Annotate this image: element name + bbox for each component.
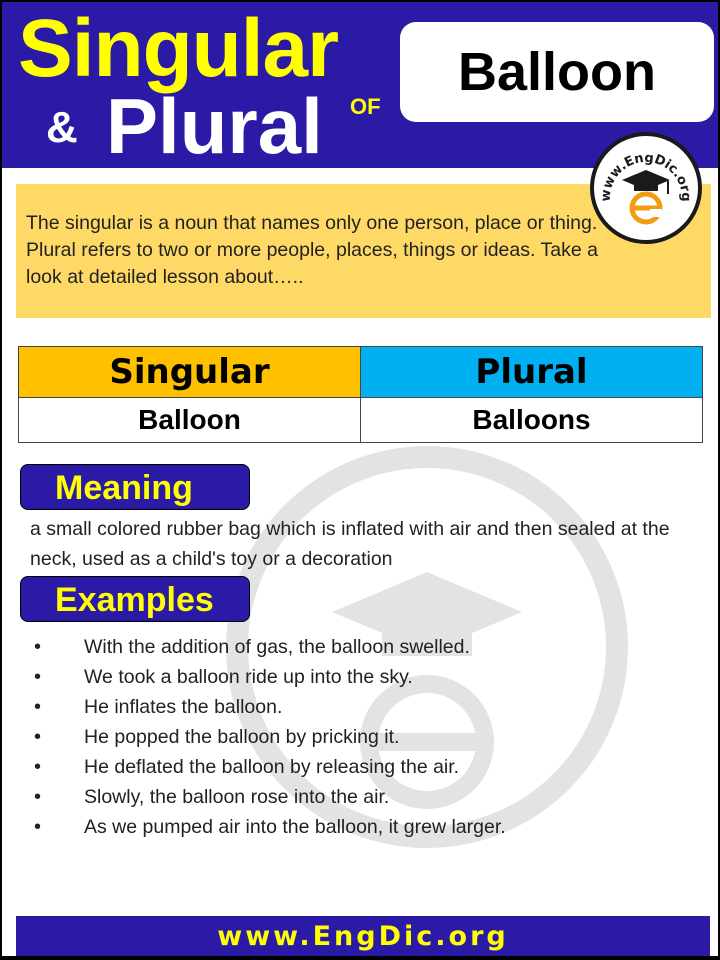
meaning-label: Meaning <box>20 464 250 510</box>
example-item <box>28 812 708 842</box>
example-item <box>28 662 708 692</box>
title-plural: Plural <box>106 82 323 170</box>
example-item <box>28 632 708 662</box>
footer-url-link[interactable]: www.EngDic.org <box>16 916 710 956</box>
example-text: He deflated the balloon by releasing the air. <box>84 756 460 778</box>
engdic-logo-icon <box>590 132 702 244</box>
example-text: With the addition of gas, the balloon swelled. <box>84 636 470 658</box>
title-singular: Singular <box>18 3 339 94</box>
singular-value: Balloon <box>19 398 361 443</box>
example-text: We took a balloon ride up into the sky. <box>84 666 413 688</box>
bullet: • <box>34 726 42 748</box>
example-item <box>28 692 708 722</box>
logo-text: www.EngDic.org <box>598 150 694 202</box>
word-box: Balloon <box>400 22 714 122</box>
example-item <box>28 752 708 782</box>
example-text: He popped the balloon by pricking it. <box>84 726 400 748</box>
bullet: • <box>34 756 42 778</box>
bullet: • <box>34 696 42 718</box>
singular-plural-table <box>18 346 703 443</box>
title-of: OF <box>350 94 381 119</box>
bullet: • <box>34 636 42 658</box>
examples-label: Examples <box>20 576 250 622</box>
title-ampersand: & <box>46 103 78 152</box>
examples-list <box>28 632 708 842</box>
meaning-text: a small colored rubber bag which is inflated with air and then sealed at the neck, used as a child's toy or a decoration <box>30 518 670 570</box>
bullet: • <box>34 666 42 688</box>
singular-header: Singular <box>19 347 361 398</box>
example-text: He inflates the balloon. <box>84 696 283 718</box>
example-item <box>28 722 708 752</box>
example-text: As we pumped air into the balloon, it grew larger. <box>84 816 506 838</box>
plural-value: Balloons <box>361 398 703 443</box>
plural-header: Plural <box>361 347 703 398</box>
intro-text: The singular is a noun that names only one person, place or thing. Plural refers to two or more people, places, things or ideas. Take a look at detailed lesson about….. <box>16 184 711 318</box>
bullet: • <box>34 786 42 808</box>
example-text: Slowly, the balloon rose into the air. <box>84 786 390 808</box>
example-item <box>28 782 708 812</box>
bullet: • <box>34 816 42 838</box>
